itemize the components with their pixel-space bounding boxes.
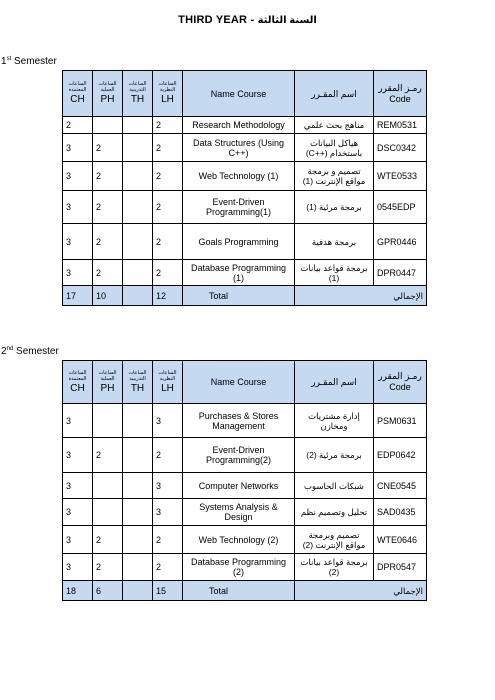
header-course-ar: اسم المقـرر <box>295 361 374 404</box>
semester-2-label: 2nd Semester <box>1 346 59 357</box>
total-label: Total <box>183 581 295 601</box>
table-row: 3 2 2 Data Structures (Using C++) هياكل البيانات باستخدام (++C) DSC0342 <box>63 134 427 162</box>
table-row: 3 2 2 Database Programming (1) برمجة قواعد بيانات (1) DPR0447 <box>63 260 427 286</box>
header-ch: الساعات المعتمدة CH <box>63 361 93 404</box>
table-row: 3 2 2 Event-Driven Programming(2) برمجة مرئية (2) EDP0642 <box>63 438 427 473</box>
total-row: 18 6 15 Total الإجمالي <box>63 581 427 601</box>
table-row: 3 2 2 Goals Programming برمجة هدفية GPR0446 <box>63 224 427 260</box>
page-title-en: THIRD YEAR - <box>178 14 255 26</box>
header-code: رمـز المقرر Code <box>374 361 427 404</box>
table-row: 2 2 Research Methodology مناهج بحث علمي REM0531 <box>63 117 427 134</box>
header-lh: الساعات النظرية LH <box>153 71 183 117</box>
table-header-row <box>63 361 427 404</box>
semester-2-table <box>62 360 427 601</box>
table-row: 3 2 2 Web Technology (2) تصميم وبرمجة مواقع الإنترنت (2) WTE0646 <box>63 526 427 554</box>
header-ph: الساعات العملية PH <box>93 361 123 404</box>
page-title-ar: السنة الثالثة <box>257 15 317 26</box>
table-row: 3 3 Purchases & Stores Management إدارة مشتريات ومخازن PSM0631 <box>63 404 427 438</box>
table-row: 3 3 Computer Networks شبكات الحاسوب CNE0545 <box>63 473 427 499</box>
total-label-ar: الإجمالي <box>295 286 427 306</box>
header-name-course: Name Course <box>183 71 295 117</box>
semester-1-label: 1st Semester <box>1 56 57 67</box>
semester-1-table <box>62 70 427 306</box>
header-th: الساعات التدريبية TH <box>123 361 153 404</box>
page-title <box>0 14 495 26</box>
total-label: Total <box>183 286 295 306</box>
header-name-course: Name Course <box>183 361 295 404</box>
header-ph: الساعات العملية PH <box>93 71 123 117</box>
table-header-row <box>63 71 427 117</box>
table-row: 3 2 2 Event-Driven Programming(1) برمجة مرئية (1) 0545EDP <box>63 191 427 224</box>
header-th: الساعات التدريبية TH <box>123 71 153 117</box>
table-row: 3 2 2 Web Technology (1) تصميم و برمجة مواقع الإنترنت (1) WTE0533 <box>63 162 427 191</box>
total-row: 17 10 12 Total الإجمالي <box>63 286 427 306</box>
header-ch: الساعات المعتمدة CH <box>63 71 93 117</box>
header-course-ar: اسم المقـرر <box>295 71 374 117</box>
table-row: 3 2 2 Database Programming (2) برمجة قواعد بيانات (2) DPR0547 <box>63 554 427 581</box>
table-row: 3 3 Systems Analysis & Design تحليل وتصميم نظم SAD0435 <box>63 499 427 526</box>
header-lh: الساعات النظرية LH <box>153 361 183 404</box>
total-label-ar: الإجمالي <box>295 581 427 601</box>
header-code: رمـز المقرر Code <box>374 71 427 117</box>
